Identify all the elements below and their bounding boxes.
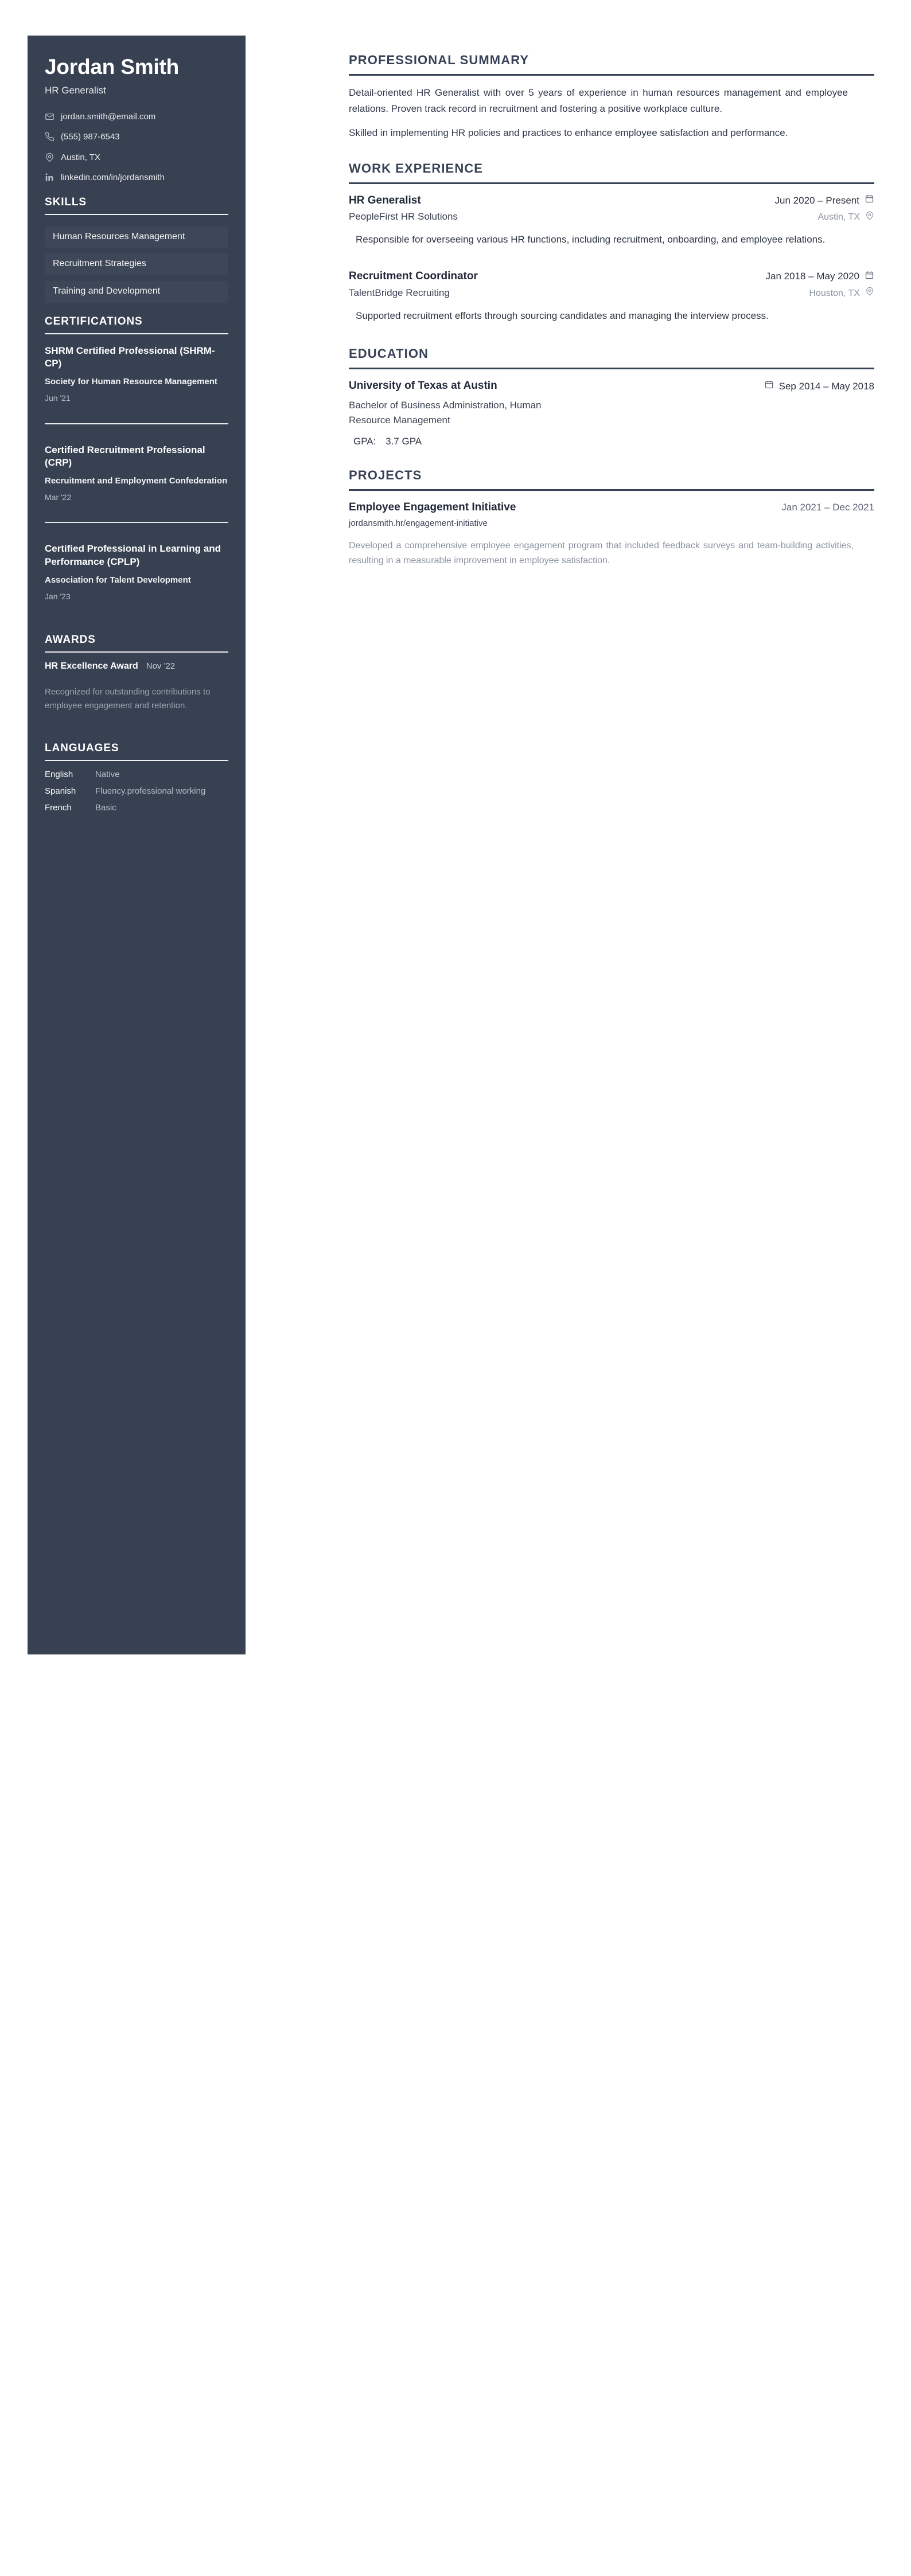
certification-separator <box>45 423 228 424</box>
award-item <box>45 661 228 713</box>
job-header <box>349 193 874 208</box>
education-divider <box>349 368 874 369</box>
skill-chip: Training and Development <box>45 281 228 303</box>
award-name: HR Excellence Award <box>45 661 138 672</box>
job-location: Houston, TX <box>809 288 860 298</box>
candidate-name: Jordan Smith <box>45 55 180 79</box>
sidebar-section-certifications <box>45 315 228 602</box>
contact-location <box>45 152 228 163</box>
language-level: Native <box>95 769 120 779</box>
skills-divider <box>45 214 228 215</box>
project-header <box>349 500 874 514</box>
education-degree: Bachelor of Business Administration, Human Resource Management <box>349 400 542 426</box>
project-dates: Jan 2021 – Dec 2021 <box>781 502 874 513</box>
spacer <box>45 713 228 729</box>
skill-chip: Human Resources Management <box>45 227 228 248</box>
languages-divider <box>45 760 228 761</box>
professional-summary-divider <box>349 74 874 76</box>
section-projects <box>349 468 874 569</box>
certification-date: Jun '21 <box>45 393 71 403</box>
language-level: Fluency.professional working <box>95 786 206 796</box>
certification-issuer: Society for Human Resource Management <box>45 377 217 387</box>
calendar-icon <box>865 270 874 284</box>
job-location-group <box>809 287 874 300</box>
calendar-icon <box>764 380 774 393</box>
certification-item <box>45 342 228 404</box>
projects-heading: PROJECTS <box>349 468 422 483</box>
language-level: Basic <box>95 803 116 813</box>
project-name: Employee Engagement Initiative <box>349 501 516 514</box>
section-professional-summary <box>349 53 874 141</box>
spacer <box>349 327 874 346</box>
contact-location-value: Austin, TX <box>61 152 100 162</box>
sidebar <box>28 36 246 1654</box>
award-description: Recognized for outstanding contributions to employee engagement and retention. <box>45 686 211 711</box>
job-title: HR Generalist <box>349 194 421 206</box>
professional-summary-heading: PROFESSIONAL SUMMARY <box>349 53 530 67</box>
candidate-job-title: HR Generalist <box>45 85 106 96</box>
contact-linkedin-value: linkedin.com/in/jordansmith <box>61 173 165 183</box>
language-item <box>45 802 228 814</box>
language-name: French <box>45 803 72 813</box>
section-education <box>349 346 874 448</box>
map-pin-icon <box>865 287 874 300</box>
project-item <box>349 500 874 569</box>
certifications-divider <box>45 333 228 334</box>
contact-email-value: jordan.smith@email.com <box>61 111 156 122</box>
job-title: Recruitment Coordinator <box>349 270 478 283</box>
languages-heading: LANGUAGES <box>45 741 119 754</box>
language-name: English <box>45 769 73 779</box>
education-gpa-label: GPA: <box>353 435 376 447</box>
spacer <box>349 249 874 269</box>
certification-name: SHRM Certified Professional (SHRM-CP) <box>45 345 215 369</box>
education-gpa <box>349 434 874 449</box>
certification-name: Certified Professional in Learning and Performance (CPLP) <box>45 543 221 568</box>
education-heading: EDUCATION <box>349 346 429 361</box>
contact-phone-value: (555) 987-6543 <box>61 132 120 142</box>
job-dates: Jan 2018 – May 2020 <box>765 271 859 282</box>
projects-divider <box>349 489 874 491</box>
work-experience-divider <box>349 182 874 184</box>
work-experience-item <box>349 269 874 323</box>
work-experience-item <box>349 193 874 248</box>
job-location: Austin, TX <box>817 212 860 223</box>
certification-date: Mar '22 <box>45 493 72 502</box>
certification-issuer: Recruitment and Employment Confederation <box>45 476 228 486</box>
main-content <box>349 53 874 572</box>
contact-linkedin[interactable] <box>45 172 228 184</box>
map-pin-icon <box>45 153 54 162</box>
certification-separator <box>45 522 228 523</box>
job-description: Supported recruitment efforts through sourcing candidates and managing the interview process. <box>356 310 769 321</box>
job-dates: Jun 2020 – Present <box>774 194 859 206</box>
job-location-group <box>817 211 874 224</box>
sidebar-section-skills <box>45 196 228 303</box>
summary-paragraph: Skilled in implementing HR policies and practices to enhance employee satisfaction and performance. <box>349 127 788 139</box>
awards-heading: AWARDS <box>45 634 96 646</box>
spacer <box>349 452 874 468</box>
work-experience-heading: WORK EXPERIENCE <box>349 161 484 175</box>
certifications-heading: CERTIFICATIONS <box>45 315 143 327</box>
award-date: Nov '22 <box>146 661 176 672</box>
summary-paragraph: Detail-oriented HR Generalist with over 5 years of experience in human resources management and employee relations. Proven track record in recruitment and fostering a positive workplace culture. <box>349 87 848 114</box>
education-item <box>349 378 874 448</box>
spacer <box>45 602 228 621</box>
certification-name: Certified Recruitment Professional (CRP) <box>45 444 205 469</box>
education-dates-group <box>764 378 874 393</box>
job-description: Responsible for overseeing various HR functions, including recruitment, onboarding, and employee relations. <box>356 233 826 245</box>
job-company: TalentBridge Recruiting <box>349 287 450 298</box>
certification-item <box>45 442 228 503</box>
certification-item <box>45 540 228 602</box>
certification-date: Jan '23 <box>45 591 71 601</box>
education-gpa-value: 3.7 GPA <box>386 435 422 447</box>
linkedin-icon <box>45 173 54 182</box>
language-item <box>45 769 228 780</box>
education-header <box>349 378 874 427</box>
education-school: University of Texas at Austin <box>349 380 497 392</box>
award-header <box>45 661 228 673</box>
job-dates-group <box>775 194 874 208</box>
job-subheader <box>349 286 874 300</box>
project-link[interactable]: jordansmith.hr/engagement-initiative <box>349 518 488 528</box>
section-work-experience <box>349 161 874 324</box>
skills-heading: SKILLS <box>45 196 87 208</box>
spacer <box>349 150 874 161</box>
skills-list <box>45 223 228 303</box>
job-company: PeopleFirst HR Solutions <box>349 211 458 223</box>
sidebar-section-awards <box>45 634 228 713</box>
skill-chip: Recruitment Strategies <box>45 253 228 275</box>
education-dates: Sep 2014 – May 2018 <box>778 380 874 392</box>
project-description: Developed a comprehensive employee engagement program that included feedback surveys and team-building activities, resulting in a measurable improvement in employee satisfaction. <box>349 540 854 566</box>
language-name: Spanish <box>45 786 76 796</box>
contact-list <box>45 111 228 184</box>
contact-email[interactable] <box>45 111 228 123</box>
certification-issuer: Association for Talent Development <box>45 575 191 585</box>
education-left <box>349 378 550 427</box>
job-subheader <box>349 210 874 224</box>
phone-icon <box>45 132 54 142</box>
language-item <box>45 786 228 797</box>
job-dates-group <box>765 270 874 284</box>
envelope-icon <box>45 112 54 122</box>
map-pin-icon <box>865 211 874 224</box>
contact-phone[interactable] <box>45 131 228 143</box>
sidebar-section-languages <box>45 742 228 814</box>
job-header <box>349 269 874 283</box>
awards-divider <box>45 651 228 653</box>
calendar-icon <box>865 194 874 208</box>
